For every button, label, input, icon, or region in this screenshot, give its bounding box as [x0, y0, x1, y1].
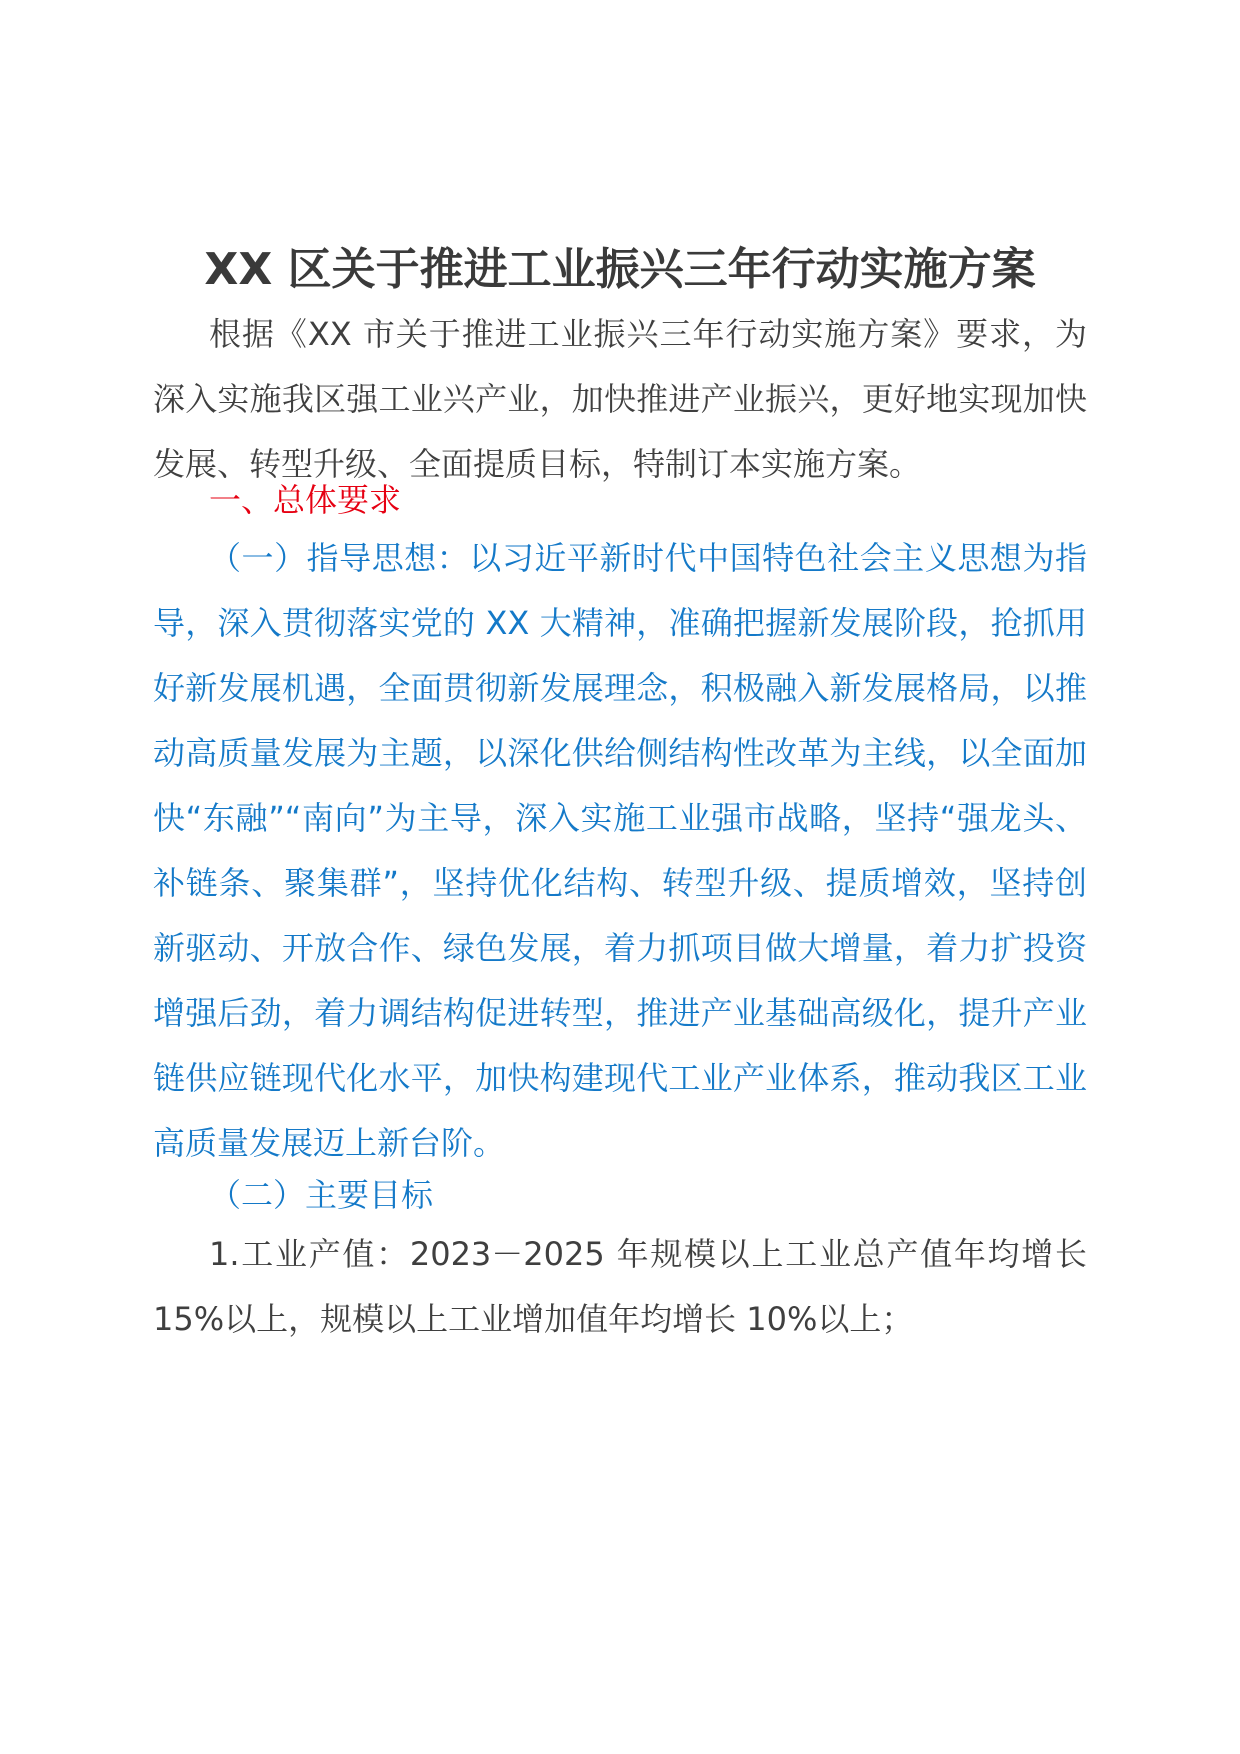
document-title: XX 区关于推进工业振兴三年行动实施方案: [204, 244, 1036, 295]
guiding-ideology-paragraph: （一）指导思想：以习近平新时代中国特色社会主义思想为指导，深入贯彻落实党的 XX 大精神，准确把握新发展阶段，抢抓用好新发展机遇，全面贯彻新发展理念，积极融入新发展格局，以推动高质量发展为主题，以深化供给侧结构性改革为主线，以全面加快“东融”“南向”为主导，深入实施工业强市战略，坚持“强龙头、补链条、聚集群”，坚持优化结构、转型升级、提质增效，坚持创新驱动、开放合作、绿色发展，着力抓项目做大增量，着力扩投资增强后劲，着力调结构促进转型，推进产业基础高级化，提升产业链供应链现代化水平，加快构建现代工业产业体系，推动我区工业高质量发展迈上新台阶。: [153, 539, 1087, 1162]
target-item-industrial-output: 1.工业产值：2023－2025 年规模以上工业总产值年均增长 15%以上，规模以上工业增加值年均增长 10%以上；: [153, 1235, 1087, 1338]
section-heading-overall-requirements: 一、总体要求: [209, 481, 402, 519]
intro-paragraph: 根据《XX 市关于推进工业振兴三年行动实施方案》要求，为深入实施我区强工业兴产业，加快推进产业振兴，更好地实现加快发展、转型升级、全面提质目标，特制订本实施方案。: [153, 315, 1087, 483]
subsection-heading-main-targets: （二）主要目标: [209, 1176, 434, 1214]
